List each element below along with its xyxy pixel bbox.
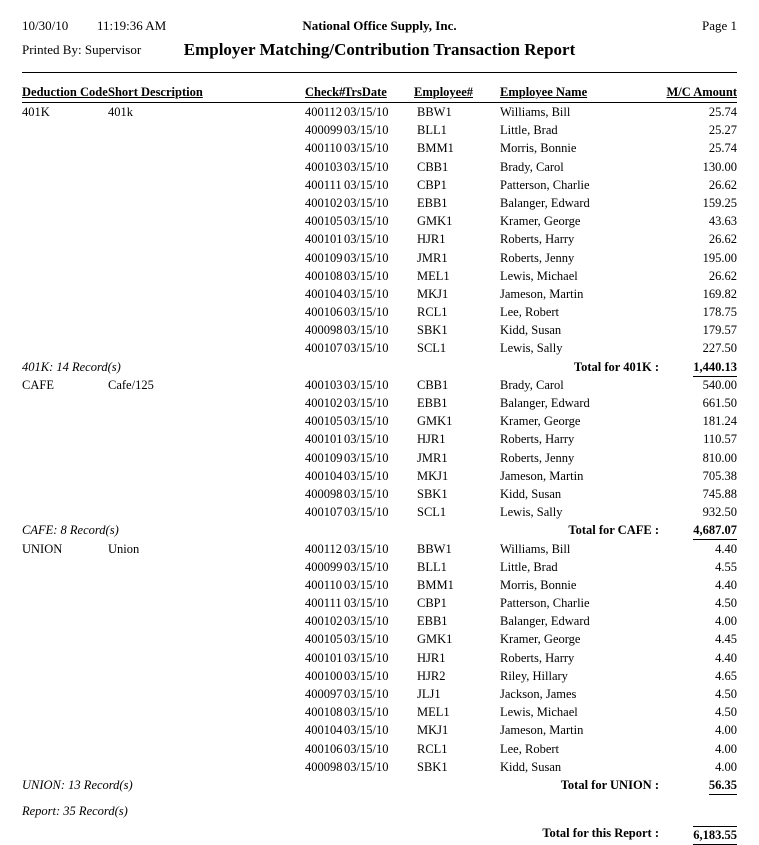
mc-amount: 4.55 — [715, 559, 737, 574]
employee-name: Williams, Bill — [500, 105, 571, 119]
employee-number: BBW1 — [417, 105, 452, 119]
mc-amount: 25.74 — [708, 105, 737, 119]
employee-name: Morris, Bonnie — [500, 141, 577, 156]
employee-name: Jameson, Martin — [500, 723, 584, 738]
employee-name: Balanger, Edward — [500, 614, 590, 629]
check-number: 400104 — [305, 286, 343, 301]
trs-date: 03/15/10 — [344, 468, 389, 483]
employee-name: Balanger, Edward — [500, 195, 590, 210]
trs-date: 03/15/10 — [344, 432, 389, 447]
employee-number: EBB1 — [417, 614, 448, 629]
check-number: 400098 — [305, 323, 343, 338]
employee-number: GMK1 — [417, 632, 453, 647]
report-header-line1 — [0, 18, 759, 36]
group-total-amount: 1,440.13 — [693, 360, 737, 377]
mc-amount: 4.00 — [715, 759, 737, 774]
group-total-label: Total for 401K : — [573, 359, 659, 374]
mc-amount: 181.24 — [702, 414, 737, 429]
check-number: 400110 — [305, 577, 343, 592]
employee-number: CBB1 — [417, 159, 449, 174]
employee-number: BLL1 — [417, 123, 447, 138]
mc-amount: 25.74 — [708, 141, 737, 156]
mc-amount: 4.00 — [715, 614, 737, 629]
employee-number: CBB1 — [417, 377, 449, 392]
trs-date: 03/15/10 — [344, 396, 389, 410]
table-row — [0, 432, 759, 450]
mc-amount: 661.50 — [702, 396, 737, 410]
group-total-amount: 56.35 — [709, 778, 737, 795]
table-row — [0, 214, 759, 232]
table-row — [0, 451, 759, 469]
employee-name: Jameson, Martin — [500, 468, 584, 483]
check-number: 400101 — [305, 650, 343, 665]
column-header-employee: Employee# — [414, 85, 474, 99]
employee-number: CBP1 — [417, 596, 447, 611]
check-number: 400106 — [305, 305, 343, 320]
column-header-divider — [22, 102, 737, 103]
column-header-short-description: Short Description — [108, 85, 203, 99]
short-description: Union — [108, 541, 140, 556]
employee-number: RCL1 — [417, 305, 448, 320]
trs-date: 03/15/10 — [344, 668, 389, 683]
mc-amount: 4.40 — [715, 541, 737, 556]
table-row — [0, 578, 759, 596]
check-number: 400102 — [305, 195, 343, 210]
trs-date: 03/15/10 — [344, 559, 389, 574]
table-row — [0, 251, 759, 269]
trs-date: 03/15/10 — [344, 614, 389, 629]
group-total-label: Total for CAFE : — [568, 523, 659, 538]
employee-number: BMM1 — [417, 141, 454, 156]
table-row — [0, 669, 759, 687]
check-number: 400103 — [305, 159, 343, 174]
trs-date: 03/15/10 — [344, 341, 389, 356]
group-total-label: Total for UNION : — [560, 777, 659, 792]
mc-amount: 179.57 — [702, 323, 737, 338]
employee-name: Patterson, Charlie — [500, 177, 590, 192]
mc-amount: 745.88 — [702, 486, 737, 501]
mc-amount: 26.62 — [708, 232, 737, 247]
trs-date: 03/15/10 — [344, 741, 389, 756]
trs-date: 03/15/10 — [344, 723, 389, 738]
mc-amount: 169.82 — [702, 286, 737, 301]
report-body — [0, 105, 759, 796]
employee-name: Balanger, Edward — [500, 396, 590, 410]
check-number: 400102 — [305, 614, 343, 629]
mc-amount: 159.25 — [702, 195, 737, 210]
employee-number: JLJ1 — [417, 687, 441, 701]
trs-date: 03/15/10 — [344, 650, 389, 665]
employee-name: Kidd, Susan — [500, 759, 562, 774]
trs-date: 03/15/10 — [344, 159, 389, 174]
column-headers — [0, 85, 759, 101]
table-row — [0, 560, 759, 578]
employee-name: Roberts, Jenny — [500, 450, 575, 465]
table-row — [0, 651, 759, 669]
mc-amount: 705.38 — [702, 468, 737, 483]
employee-number: RCL1 — [417, 741, 448, 756]
employee-name: Kramer, George — [500, 632, 581, 647]
check-number: 400105 — [305, 632, 343, 647]
mc-amount: 4.50 — [715, 705, 737, 720]
column-header-employee-name: Employee Name — [500, 85, 588, 99]
check-number: 400100 — [305, 668, 343, 683]
check-number: 400110 — [305, 141, 343, 156]
employee-name: Lewis, Sally — [500, 341, 563, 356]
mc-amount: 110.57 — [703, 432, 737, 447]
page-title: Employer Matching/Contribution Transaction Report — [183, 40, 576, 59]
check-number: 400109 — [305, 450, 343, 465]
group-record-count: 401K: 14 Record(s) — [22, 359, 121, 374]
table-row — [0, 160, 759, 178]
mc-amount: 43.63 — [708, 214, 737, 229]
check-number: 400109 — [305, 250, 343, 265]
table-row — [0, 123, 759, 141]
mc-amount: 4.40 — [715, 650, 737, 665]
employee-name: Lewis, Sally — [500, 505, 563, 520]
employee-name: Roberts, Harry — [500, 650, 575, 665]
mc-amount: 4.50 — [715, 596, 737, 611]
report-footer — [0, 804, 759, 844]
table-row — [0, 760, 759, 778]
employee-number: HJR1 — [417, 650, 446, 665]
table-row — [0, 705, 759, 723]
employee-name: Brady, Carol — [500, 377, 564, 392]
table-row — [0, 542, 759, 560]
employee-name: Kidd, Susan — [500, 486, 562, 501]
table-row — [0, 596, 759, 614]
employee-number: JMR1 — [417, 450, 448, 465]
mc-amount: 227.50 — [702, 341, 737, 356]
mc-amount: 4.65 — [715, 668, 737, 683]
employee-number: CBP1 — [417, 177, 447, 192]
employee-name: Brady, Carol — [500, 159, 564, 174]
table-row — [0, 323, 759, 341]
page-number: Page 1 — [701, 18, 737, 33]
table-row — [0, 232, 759, 250]
trs-date: 03/15/10 — [344, 105, 389, 119]
employee-number: GMK1 — [417, 214, 453, 229]
trs-date: 03/15/10 — [344, 759, 389, 774]
trs-date: 03/15/10 — [344, 250, 389, 265]
trs-date: 03/15/10 — [344, 323, 389, 338]
employee-name: Riley, Hillary — [500, 668, 568, 683]
check-number: 400104 — [305, 723, 343, 738]
mc-amount: 540.00 — [702, 377, 737, 392]
group-footer-row — [0, 778, 759, 796]
check-number: 400105 — [305, 414, 343, 429]
table-row — [0, 414, 759, 432]
employee-name: Jameson, Martin — [500, 286, 584, 301]
table-row — [0, 105, 759, 123]
table-row — [0, 141, 759, 159]
mc-amount: 4.00 — [715, 741, 737, 756]
group-record-count: CAFE: 8 Record(s) — [22, 523, 119, 538]
employee-number: HJR2 — [417, 668, 446, 683]
employee-number: MKJ1 — [417, 286, 449, 301]
employee-number: HJR1 — [417, 432, 446, 447]
check-number: 400101 — [305, 432, 343, 447]
check-number: 400098 — [305, 759, 343, 774]
group-footer-row — [0, 523, 759, 541]
table-row — [0, 632, 759, 650]
employee-number: MKJ1 — [417, 723, 449, 738]
table-row — [0, 305, 759, 323]
column-header-trs-date: TrsDate — [344, 85, 387, 99]
trs-date: 03/15/10 — [344, 377, 389, 392]
deduction-code: 401K — [22, 105, 50, 119]
check-number: 400098 — [305, 486, 343, 501]
employee-number: MEL1 — [417, 268, 450, 283]
trs-date: 03/15/10 — [344, 305, 389, 320]
employee-number: SCL1 — [417, 505, 447, 520]
trs-date: 03/15/10 — [344, 123, 389, 138]
mc-amount: 932.50 — [702, 505, 737, 520]
check-number: 400099 — [305, 559, 343, 574]
employee-name: Kramer, George — [500, 414, 581, 429]
check-number: 400101 — [305, 232, 343, 247]
table-row — [0, 505, 759, 523]
mc-amount: 178.75 — [702, 305, 737, 320]
column-header-amount: M/C Amount — [666, 85, 737, 99]
trs-date: 03/15/10 — [344, 268, 389, 283]
employee-number: GMK1 — [417, 414, 453, 429]
mc-amount: 26.62 — [708, 268, 737, 283]
employee-name: Williams, Bill — [500, 541, 571, 556]
employee-number: HJR1 — [417, 232, 446, 247]
check-number: 400108 — [305, 268, 343, 283]
trs-date: 03/15/10 — [344, 414, 389, 429]
trs-date: 03/15/10 — [344, 214, 389, 229]
mc-amount: 4.50 — [715, 687, 737, 701]
employee-name: Patterson, Charlie — [500, 596, 590, 611]
employee-number: BMM1 — [417, 577, 454, 592]
employee-name: Lee, Robert — [500, 741, 560, 756]
trs-date: 03/15/10 — [344, 705, 389, 720]
check-number: 400111 — [305, 177, 342, 192]
employee-number: SBK1 — [417, 323, 448, 338]
deduction-code: UNION — [22, 541, 63, 556]
check-number: 400099 — [305, 123, 343, 138]
check-number: 400102 — [305, 396, 343, 410]
mc-amount: 4.45 — [715, 632, 737, 647]
report-record-count: Report: 35 Record(s) — [22, 804, 128, 819]
check-number: 400111 — [305, 596, 342, 611]
mc-amount: 810.00 — [702, 450, 737, 465]
employee-name: Roberts, Jenny — [500, 250, 575, 265]
table-row — [0, 196, 759, 214]
column-header-check: Check# — [305, 85, 346, 99]
trs-date: 03/15/10 — [344, 286, 389, 301]
report-date: 10/30/10 — [22, 18, 69, 33]
mc-amount: 4.40 — [715, 577, 737, 592]
employee-number: SBK1 — [417, 759, 448, 774]
short-description: Cafe/125 — [108, 377, 154, 392]
table-row — [0, 742, 759, 760]
check-number: 400097 — [305, 687, 343, 701]
check-number: 400103 — [305, 377, 343, 392]
report-time: 11:19:36 AM — [97, 18, 167, 33]
trs-date: 03/15/10 — [344, 486, 389, 501]
employee-name: Little, Brad — [500, 559, 558, 574]
check-number: 400107 — [305, 505, 343, 520]
group-total-amount: 4,687.07 — [693, 523, 737, 540]
table-row — [0, 469, 759, 487]
trs-date: 03/15/10 — [344, 450, 389, 465]
table-row — [0, 487, 759, 505]
trs-date: 03/15/10 — [344, 632, 389, 647]
table-row — [0, 378, 759, 396]
report-total-label: Total for this Report : — [542, 826, 659, 841]
mc-amount: 25.27 — [708, 123, 737, 138]
table-row — [0, 287, 759, 305]
employee-name: Lewis, Michael — [500, 268, 578, 283]
trs-date: 03/15/10 — [344, 232, 389, 247]
report-total-amount: 6,183.55 — [693, 826, 737, 845]
employee-number: MKJ1 — [417, 468, 449, 483]
employee-number: BBW1 — [417, 541, 452, 556]
table-row — [0, 396, 759, 414]
table-row — [0, 614, 759, 632]
table-row — [0, 723, 759, 741]
employee-name: Lee, Robert — [500, 305, 560, 320]
table-row — [0, 341, 759, 359]
trs-date: 03/15/10 — [344, 141, 389, 156]
employee-name: Lewis, Michael — [500, 705, 578, 720]
group-footer-row — [0, 360, 759, 378]
employee-number: BLL1 — [417, 559, 447, 574]
short-description: 401k — [108, 105, 133, 119]
mc-amount: 130.00 — [702, 159, 737, 174]
employee-name: Roberts, Harry — [500, 232, 575, 247]
table-row — [0, 687, 759, 705]
employee-name: Little, Brad — [500, 123, 558, 138]
employee-number: JMR1 — [417, 250, 448, 265]
mc-amount: 4.00 — [715, 723, 737, 738]
check-number: 400107 — [305, 341, 343, 356]
employee-number: EBB1 — [417, 396, 448, 410]
employee-name: Kramer, George — [500, 214, 581, 229]
employee-number: SCL1 — [417, 341, 447, 356]
table-row — [0, 178, 759, 196]
trs-date: 03/15/10 — [344, 177, 389, 192]
deduction-code: CAFE — [22, 377, 54, 392]
check-number: 400105 — [305, 214, 343, 229]
trs-date: 03/15/10 — [344, 541, 389, 556]
employee-name: Morris, Bonnie — [500, 577, 577, 592]
employee-name: Roberts, Harry — [500, 432, 575, 447]
trs-date: 03/15/10 — [344, 505, 389, 520]
employee-number: SBK1 — [417, 486, 448, 501]
mc-amount: 26.62 — [708, 177, 737, 192]
table-row — [0, 269, 759, 287]
employee-number: MEL1 — [417, 705, 450, 720]
employee-number: EBB1 — [417, 195, 448, 210]
mc-amount: 195.00 — [702, 250, 737, 265]
employee-name: Jackson, James — [500, 687, 577, 701]
trs-date: 03/15/10 — [344, 596, 389, 611]
employee-name: Kidd, Susan — [500, 323, 562, 338]
group-record-count: UNION: 13 Record(s) — [22, 777, 133, 792]
header-divider — [22, 72, 737, 73]
trs-date: 03/15/10 — [344, 687, 389, 701]
trs-date: 03/15/10 — [344, 195, 389, 210]
trs-date: 03/15/10 — [344, 577, 389, 592]
printed-by: Printed By: Supervisor — [22, 42, 142, 57]
check-number: 400112 — [305, 541, 343, 556]
check-number: 400112 — [305, 105, 343, 119]
check-number: 400108 — [305, 705, 343, 720]
column-header-deduction-code: Deduction Code — [22, 85, 108, 99]
company-name: National Office Supply, Inc. — [302, 18, 457, 33]
check-number: 400104 — [305, 468, 343, 483]
check-number: 400106 — [305, 741, 343, 756]
